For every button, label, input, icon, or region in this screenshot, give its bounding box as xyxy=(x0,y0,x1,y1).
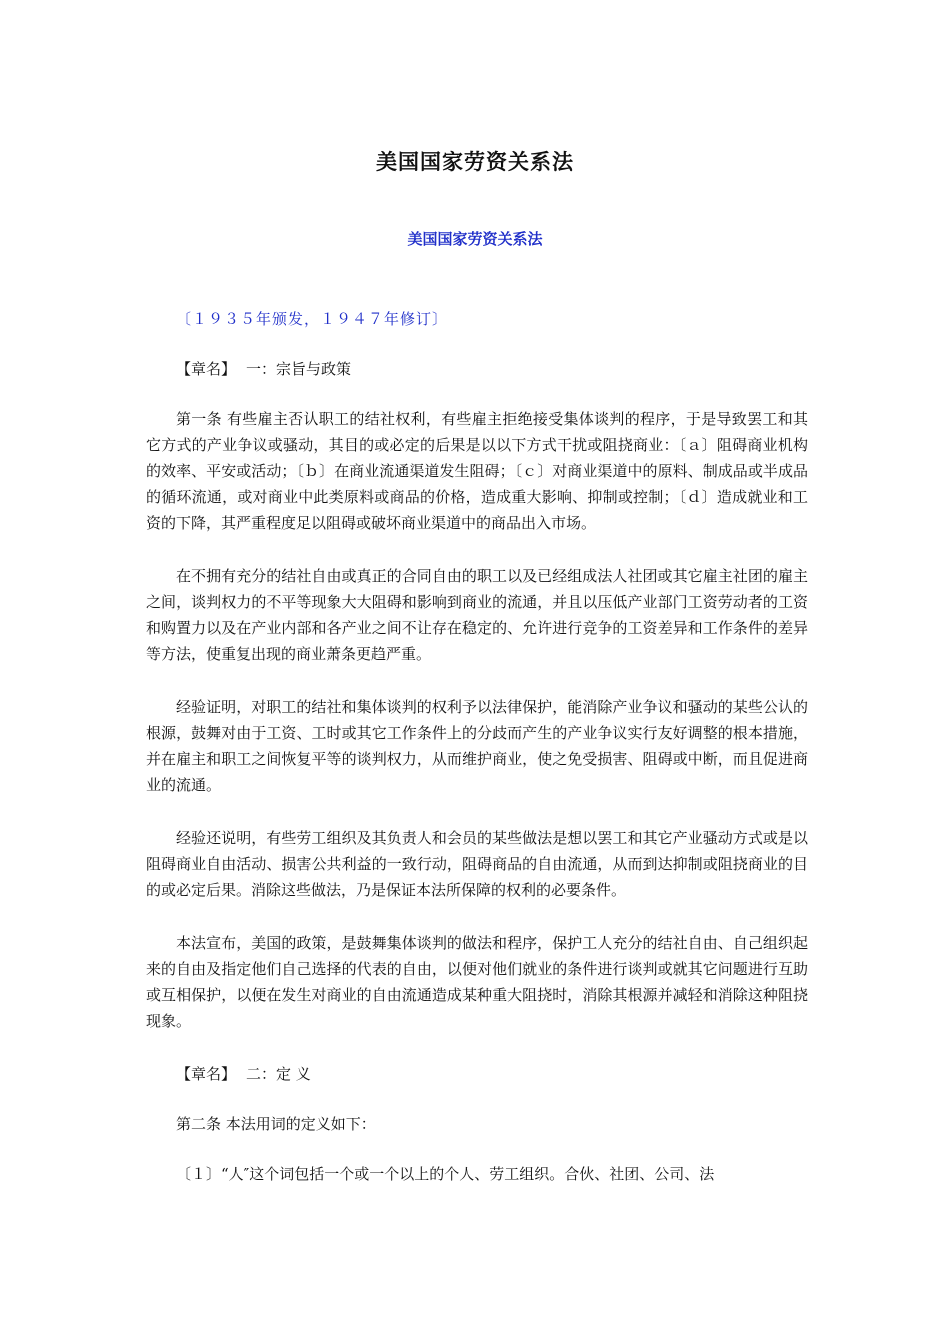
enactment-date: 〔１９３５年颁发，１９４７年修订〕 xyxy=(176,310,449,328)
paragraph: 本法宣布，美国的政策，是鼓舞集体谈判的做法和程序，保护工人充分的结社自由、自己组织起来的自由及指定他们自己选择的代表的自由，以便对他们就业的条件进行谈判或就其它问题进行互助或互相保护，以便在发生对商业的自由流通造成某种重大阻挠时，消除其根源并减轻和消除这种阻挠现象。 xyxy=(146,934,808,1030)
page-title: 美国国家劳资关系法 xyxy=(376,149,574,174)
chapter-label: 【章名】 xyxy=(176,1065,237,1083)
paragraph: 经验还说明，有些劳工组织及其负责人和会员的某些做法是想以罢工和其它产业骚动方式或是以阻碍商业自由活动、损害公共利益的一致行动，阻碍商品的自由流通，从而到达抑制或阻挠商业的目的或必定后果。消除这些做法，乃是保证本法所保障的权利的必要条件。 xyxy=(146,829,808,899)
chapter-title: 一：宗旨与政策 xyxy=(246,360,352,378)
document-body xyxy=(146,306,808,1211)
chapter-heading-1 xyxy=(146,356,808,382)
chapter-label: 【章名】 xyxy=(176,360,237,378)
article-2-heading: 第二条 本法用词的定义如下： xyxy=(176,1115,376,1133)
chapter-title: 二：定 义 xyxy=(246,1065,311,1083)
paragraph: 经验证明，对职工的结社和集体谈判的权利予以法律保护，能消除产业争议和骚动的某些公认的根源，鼓舞对由于工资、工时或其它工作条件上的分歧而产生的产业争议实行友好调整的根本措施，并在雇主和职工之间恢复平等的谈判权力，从而维护商业，使之免受损害、阻碍或中断，而且促进商业的流通。 xyxy=(146,698,808,794)
definition-paragraph: 〔１〕“人″这个词包括一个或一个以上的个人、劳工组织。合伙、社团、公司、法 xyxy=(176,1165,715,1183)
paragraph: 在不拥有充分的结社自由或真正的合同自由的职工以及已经组成法人社团或其它雇主社团的雇主之间，谈判权力的不平等现象大大阻碍和影响到商业的流通，并且以压低产业部门工资劳动者的工资和购置力以及在产业内部和各产业之间不让存在稳定的、允许进行竞争的工资差异和工作条件的差异等方法，使重复出现的商业萧条更趋严重。 xyxy=(146,567,808,663)
paragraph: 第一条 有些雇主否认职工的结社权利，有些雇主拒绝接受集体谈判的程序，于是导致罢工和其它方式的产业争议或骚动，其目的或必定的后果是以以下方式干扰或阻挠商业：〔ａ〕阻碍商业机构的效率、平安或活动；〔ｂ〕在商业流通渠道发生阻碍；〔ｃ〕对商业渠道中的原料、制成品或半成品的循环流通，或对商业中此类原料或商品的价格，造成重大影响、抑制或控制；〔ｄ〕造成就业和工资的下降，其严重程度足以阻碍或破坏商业渠道中的商品出入市场。 xyxy=(146,410,808,532)
chapter-heading-2 xyxy=(146,1061,808,1087)
document-subtitle-link[interactable]: 美国国家劳资关系法 xyxy=(407,230,543,248)
